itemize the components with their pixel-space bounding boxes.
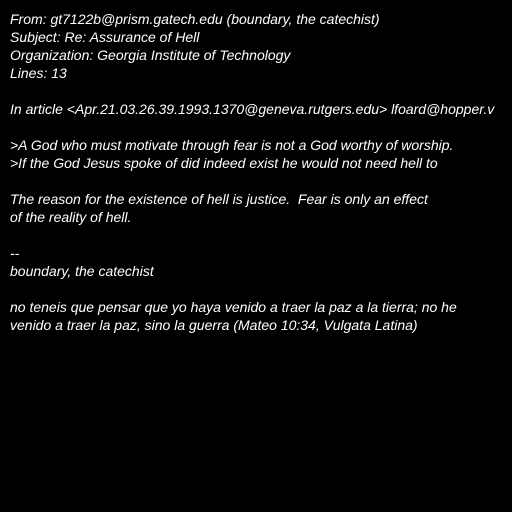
spacer bbox=[10, 280, 512, 298]
quoted-line: >If the God Jesus spoke of did indeed exist he would not need hell to bbox=[10, 155, 438, 171]
spacer bbox=[10, 82, 512, 100]
spacer bbox=[10, 118, 512, 136]
signature-separator: -- bbox=[10, 245, 20, 261]
message-text bbox=[10, 10, 512, 334]
attribution-line: In article <Apr.21.03.26.39.1993.1370@geneva.rutgers.edu> lfoard@hopper.v bbox=[10, 101, 495, 117]
spacer bbox=[10, 172, 512, 190]
signature-quote-line: venido a traer la paz, sino la guerra (Mateo 10:34, Vulgata Latina) bbox=[10, 317, 418, 333]
quoted-line: >A God who must motivate through fear is not a God worthy of worship. bbox=[10, 137, 454, 153]
signature-name: boundary, the catechist bbox=[10, 263, 154, 279]
signature-quote-line: no teneis que pensar que yo haya venido a traer la paz a la tierra; no he bbox=[10, 299, 457, 315]
header-lines: Lines: 13 bbox=[10, 65, 67, 81]
spacer bbox=[10, 226, 512, 244]
header-from: From: gt7122b@prism.gatech.edu (boundary, the catechist) bbox=[10, 11, 380, 27]
body-line: The reason for the existence of hell is justice. Fear is only an effect bbox=[10, 191, 428, 207]
header-organization: Organization: Georgia Institute of Technology bbox=[10, 47, 291, 63]
body-line: of the reality of hell. bbox=[10, 209, 132, 225]
header-subject: Subject: Re: Assurance of Hell bbox=[10, 29, 200, 45]
